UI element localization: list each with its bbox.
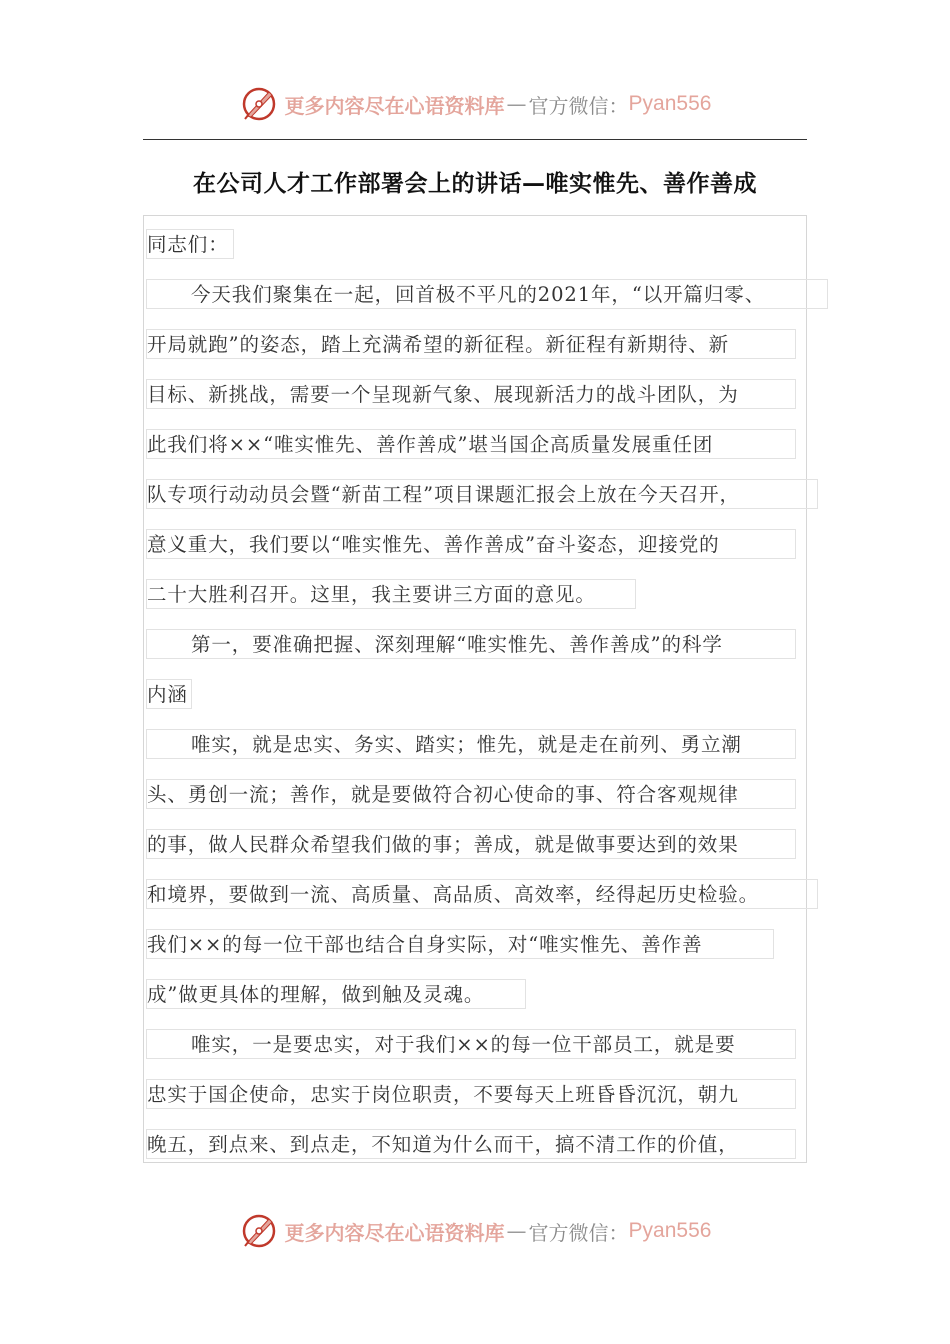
text-line: 成”做更具体的理解，做到触及灵魂。 [146,979,526,1009]
text-line: 唯实，一是要忠实，对于我们××的每一位干部员工，就是要 [146,1029,796,1059]
header-wechat-id: Pyan556 [628,92,712,115]
text-line: 的事，做人民群众希望我们做的事；善成，就是做事要达到的效果 [146,829,796,859]
text-line: 头、勇创一流；善作，就是要做符合初心使命的事、符合客观规律 [146,779,796,809]
header-banner [0,82,950,126]
footer-brand: 更多内容尽在心语资料库 [284,1220,505,1245]
text-line: 忠实于国企使命，忠实于岗位职责，不要每天上班昏昏沉沉，朝九 [146,1079,796,1109]
document-title: 在公司人才工作部署会上的讲话—唯实惟先、善作善成 [193,171,757,197]
footer-wechat-id: Pyan556 [628,1219,712,1242]
text-line: 二十大胜利召开。这里，我主要讲三方面的意见。 [146,579,636,609]
header-brand: 更多内容尽在心语资料库 [284,93,505,118]
text-line: 唯实，就是忠实、务实、踏实；惟先，就是走在前列、勇立潮 [146,729,796,759]
section-heading: 内涵 [146,679,192,709]
text-line: 此我们将××“唯实惟先、善作善成”堪当国企高质量发展重任团 [146,429,796,459]
quill-logo-icon [239,1211,279,1251]
text-line: 开局就跑”的姿态，踏上充满希望的新征程。新征程有新期待、新 [146,329,796,359]
footer-banner [0,1209,950,1253]
text-line: 队专项行动动员会暨“新苗工程”项目课题汇报会上放在今天召开， [146,479,818,509]
text-line: 意义重大，我们要以“唯实惟先、善作善成”奋斗姿态，迎接党的 [146,529,796,559]
text-line: 和境界，要做到一流、高质量、高品质、高效率，经得起历史检验。 [146,879,818,909]
section-heading: 第一，要准确把握、深刻理解“唯实惟先、善作善成”的科学 [146,629,796,659]
footer-dash: — [506,1219,527,1243]
header-dash: — [506,92,527,116]
header-wechat-label: 官方微信： [528,93,629,118]
text-line: 今天我们聚集在一起，回首极不平凡的2021年，“以开篇归零、 [146,279,828,309]
text-line: 目标、新挑战，需要一个呈现新气象、展现新活力的战斗团队，为 [146,379,796,409]
text-line: 我们××的每一位干部也结合自身实际，对“唯实惟先、善作善 [146,929,774,959]
footer-wechat-label: 官方微信： [528,1220,629,1245]
text-line: 同志们： [146,229,234,259]
quill-logo-icon [239,84,279,124]
text-line: 晚五，到点来、到点走，不知道为什么而干，搞不清工作的价值， [146,1129,796,1159]
header-divider [143,139,807,140]
